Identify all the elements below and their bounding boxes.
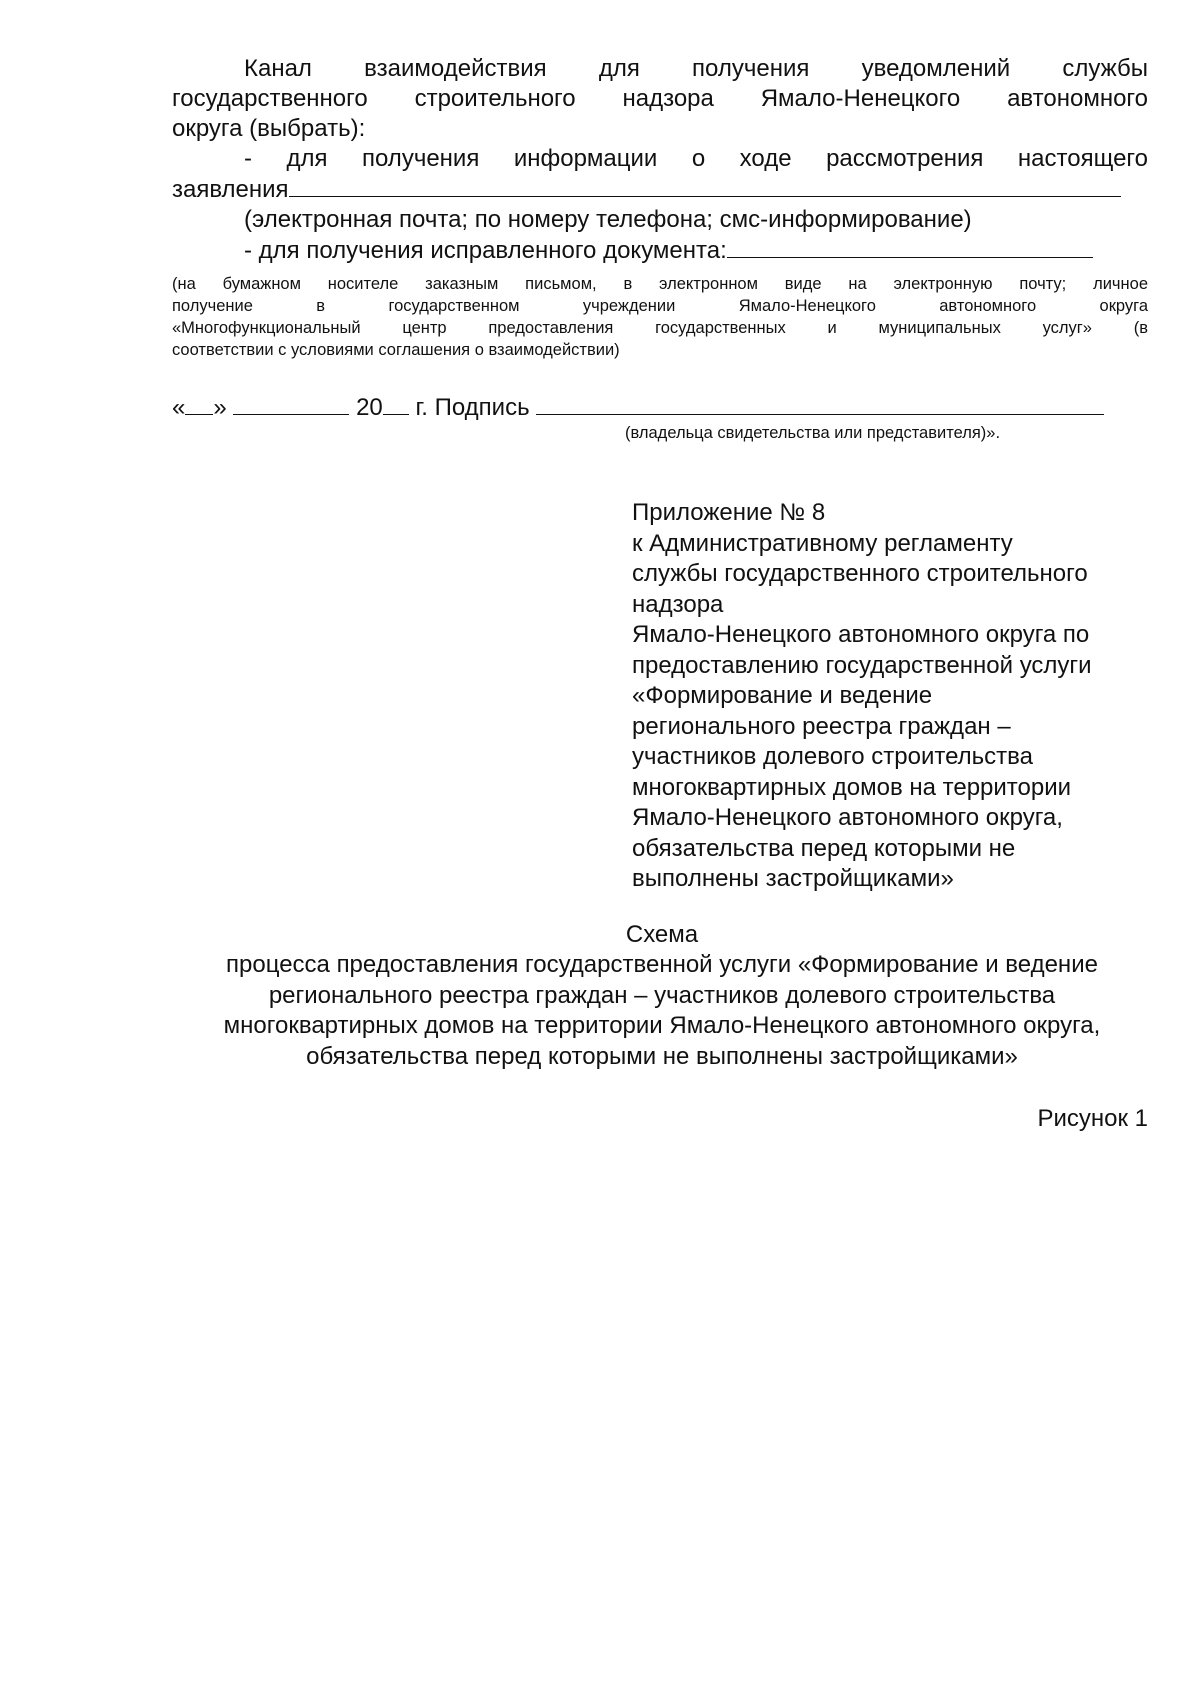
appendix-line: надзора	[632, 590, 724, 618]
appendix-line: участников долевого строительства	[632, 743, 1033, 770]
scheme-description	[172, 950, 1152, 1072]
scheme-description-line: многоквартирных домов на территории Ямало-Ненецкого автономного округа,	[223, 1012, 1101, 1039]
channel-item1-line-2	[172, 174, 1148, 205]
channel-intro-line-1: Канал взаимодействия для получения уведомлений службы	[244, 55, 1148, 82]
channel-item2-line	[172, 235, 1148, 266]
appendix-header	[632, 498, 1152, 895]
appendix-line: регионального реестра граждан –	[632, 712, 1011, 740]
signature-line	[172, 392, 1148, 423]
signature-label: г. Подпись	[415, 394, 530, 421]
appendix-line: службы государственного строительного	[632, 560, 1088, 587]
fill-line-document-channel	[727, 235, 1093, 258]
scheme-title: Схема	[625, 921, 699, 948]
scheme-description-line: процесса предоставления государственной услуги «Формирование и ведение	[226, 951, 1098, 978]
appendix-line: к Административному регламенту	[632, 529, 1013, 557]
channel-note-line-2: получение в государственном учреждении Ямало-Ненецкого автономного округа	[172, 297, 1148, 315]
scheme-description-line: регионального реестра граждан – участников долевого строительства	[268, 981, 1056, 1009]
fill-line-signature	[536, 392, 1104, 415]
figure-label: Рисунок 1	[1037, 1105, 1148, 1132]
fill-line-status-channel	[289, 174, 1121, 197]
channel-intro-line-2: государственного строительного надзора Ямало-Ненецкого автономного	[172, 85, 1148, 112]
scheme-description-line: обязательства перед которыми не выполнены застройщиками»	[306, 1042, 1018, 1070]
channel-paragraph	[172, 54, 1148, 266]
fill-line-year	[383, 392, 409, 415]
fill-line-day	[185, 392, 213, 415]
year-prefix: 20	[356, 394, 383, 421]
channel-intro-line-3: округа (выбрать):	[172, 115, 366, 142]
appendix-line: предоставлению государственной услуги	[632, 651, 1092, 679]
channel-item2-label: - для получения исправленного документа:	[244, 237, 727, 264]
channel-note-line-1: (на бумажном носителе заказным письмом, в электронном виде на электронную почту; личное	[172, 275, 1148, 293]
appendix-line: Ямало-Ненецкого автономного округа по	[632, 621, 1090, 648]
fill-line-month	[233, 392, 349, 415]
appendix-line: Приложение № 8	[632, 499, 826, 526]
appendix-line: «Формирование и ведение	[632, 682, 933, 709]
appendix-line: обязательства перед которыми не	[632, 834, 1016, 862]
signature-caption: (владельца свидетельства или представителя)».	[625, 424, 1001, 442]
appendix-line: Ямало-Ненецкого автономного округа,	[632, 804, 1063, 831]
appendix-line: выполнены застройщиками»	[632, 865, 954, 892]
channel-note-line-3: «Многофункциональный центр предоставления государственных и муниципальных услуг» (в	[172, 319, 1148, 337]
channel-note	[172, 273, 1148, 361]
date-quote-open: «	[172, 394, 186, 421]
channel-item1-label: заявления	[172, 176, 289, 203]
channel-item1-options: (электронная почта; по номеру телефона; смс-информирование)	[244, 206, 972, 233]
date-quote-close: »	[213, 394, 227, 421]
channel-item1-line-1: - для получения информации о ходе рассмотрения настоящего	[244, 145, 1148, 172]
channel-note-line-4: соответствии с условиями соглашения о взаимодействии)	[172, 341, 620, 359]
appendix-line: многоквартирных домов на территории	[632, 773, 1072, 801]
